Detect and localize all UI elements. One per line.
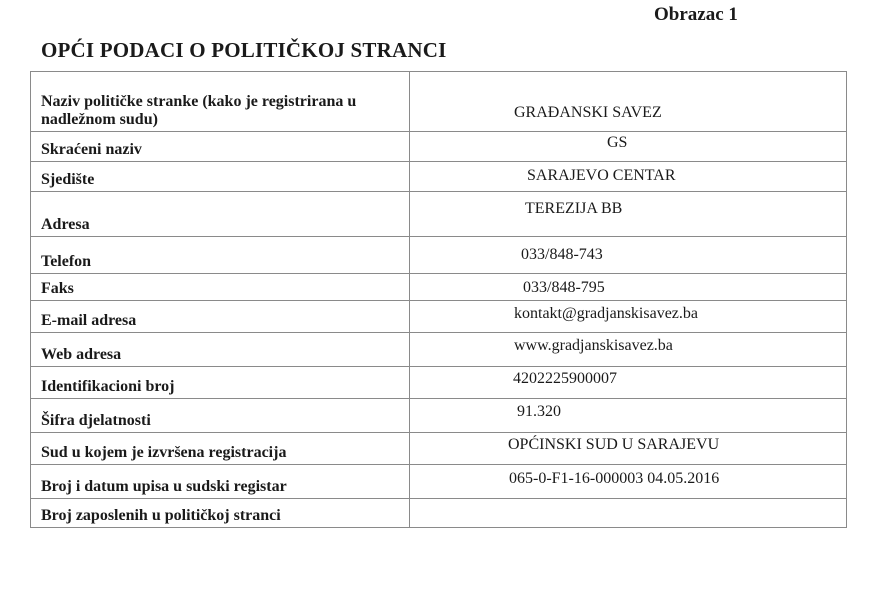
- value-seat: SARAJEVO CENTAR: [527, 167, 676, 184]
- form-number: Obrazac 1: [654, 4, 738, 25]
- value-email-cell: [410, 301, 847, 333]
- value-registry-entry-cell: [410, 465, 847, 499]
- value-id-number: 4202225900007: [513, 370, 617, 387]
- label-registration-court: Sud u kojem je izvršena registracija: [31, 433, 410, 465]
- value-registry-entry: 065-0-F1-16-000003 04.05.2016: [509, 470, 720, 487]
- table-row-email: [31, 301, 847, 333]
- label-email: E-mail adresa: [31, 301, 410, 333]
- table-row-registration-court: [31, 433, 847, 465]
- document-title: OPĆI PODACI O POLITIČKOJ STRANCI: [41, 38, 447, 62]
- table-row-seat: [31, 162, 847, 192]
- label-employees: Broj zaposlenih u političkoj stranci: [31, 499, 410, 528]
- table-row-employees: [31, 499, 847, 528]
- label-address: Adresa: [31, 192, 410, 237]
- value-web-cell: [410, 333, 847, 367]
- value-fax-cell: [410, 274, 847, 301]
- table-row-fax: [31, 274, 847, 301]
- value-seat-cell: [410, 162, 847, 192]
- value-party-name: GRAĐANSKI SAVEZ: [514, 104, 662, 121]
- label-short-name: Skraćeni naziv: [31, 132, 410, 162]
- table-row-address: [31, 192, 847, 237]
- value-email: kontakt@gradjanskisavez.ba: [514, 305, 699, 322]
- label-fax: Faks: [31, 274, 410, 301]
- table-row-short-name: [31, 132, 847, 162]
- value-registration-court: OPĆINSKI SUD U SARAJEVU: [508, 436, 720, 453]
- value-short-name: GS: [607, 134, 628, 151]
- table-row-id-number: [31, 367, 847, 399]
- value-activity-code-cell: [410, 399, 847, 433]
- value-address: TEREZIJA BB: [525, 200, 623, 217]
- table-row-phone: [31, 237, 847, 274]
- label-web: Web adresa: [31, 333, 410, 367]
- table-row-activity-code: [31, 399, 847, 433]
- label-activity-code: Šifra djelatnosti: [31, 399, 410, 433]
- value-id-number-cell: [410, 367, 847, 399]
- label-id-number: Identifikacioni broj: [31, 367, 410, 399]
- value-activity-code: 91.320: [517, 403, 561, 420]
- party-info-table: [30, 71, 847, 528]
- value-party-name-cell: [410, 72, 847, 132]
- value-fax: 033/848-795: [523, 279, 605, 296]
- value-short-name-cell: [410, 132, 847, 162]
- table-row-registry-entry: [31, 465, 847, 499]
- label-phone: Telefon: [31, 237, 410, 274]
- table-row-party-name: [31, 72, 847, 132]
- label-seat: Sjedište: [31, 162, 410, 192]
- value-phone-cell: [410, 237, 847, 274]
- value-phone: 033/848-743: [521, 246, 603, 263]
- value-address-cell: [410, 192, 847, 237]
- table-row-web: [31, 333, 847, 367]
- value-registration-court-cell: [410, 433, 847, 465]
- value-employees-cell: [410, 499, 847, 528]
- value-web: www.gradjanskisavez.ba: [514, 337, 673, 354]
- label-registry-entry: Broj i datum upisa u sudski registar: [31, 465, 410, 499]
- label-party-name: Naziv političke stranke (kako je registrirana u nadležnom sudu): [31, 72, 410, 132]
